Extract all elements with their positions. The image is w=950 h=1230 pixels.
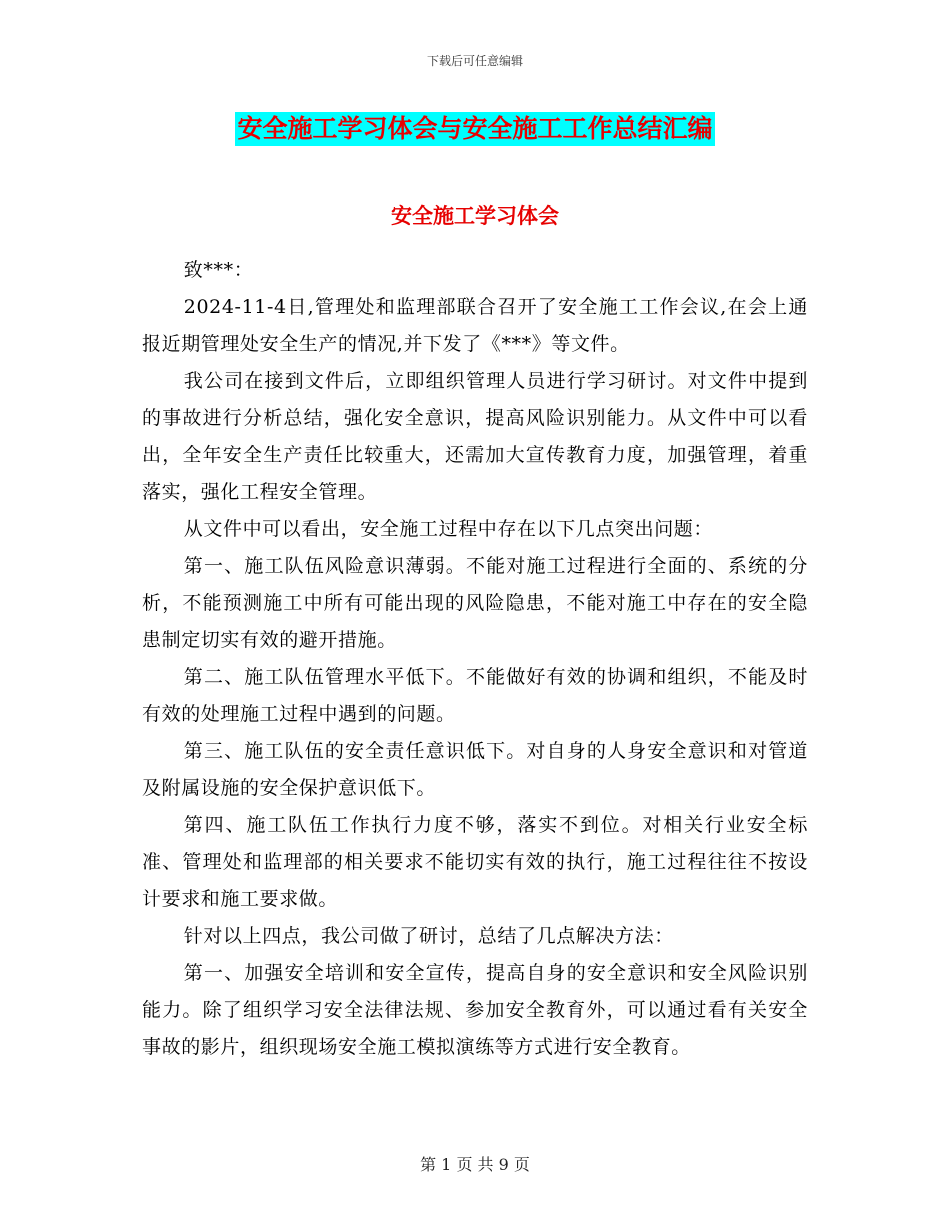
page-header-note: 下载后可任意编辑	[426, 54, 523, 68]
body-paragraph: 第二、施工队伍管理水平低下。不能做好有效的协调和组织，不能及时有效的处理施工过程中遇到的问题。	[142, 666, 808, 725]
body-paragraph: 第四、施工队伍工作执行力度不够，落实不到位。对相关行业安全标准、管理处和监理部的相关要求不能切实有效的执行，施工过程往往不按设计要求和施工要求做。	[142, 814, 808, 910]
document-body	[142, 252, 808, 1066]
salutation-paragraph: 致***：	[183, 259, 254, 281]
body-paragraph: 2024-11-4日,管理处和监理部联合召开了安全施工工作会议,在会上通报近期管理处安全生产的情况,并下发了《***》等文件。	[142, 296, 808, 355]
body-paragraph: 针对以上四点，我公司做了研讨，总结了几点解决方法：	[183, 925, 674, 947]
page-footer-number: 第 1 页 共 9 页	[420, 1155, 530, 1174]
section-title: 安全施工学习体会	[391, 204, 559, 228]
main-title: 安全施工学习体会与安全施工工作总结汇编	[235, 112, 714, 146]
main-title-container	[0, 112, 950, 146]
body-paragraph: 从文件中可以看出，安全施工过程中存在以下几点突出问题：	[183, 518, 713, 540]
body-paragraph: 我公司在接到文件后，立即组织管理人员进行学习研讨。对文件中提到的事故进行分析总结，强化安全意识，提高风险识别能力。从文件中可以看出，全年安全生产责任比较重大，还需加大宣传教育力度，加强管理，着重落实，强化工程安全管理。	[142, 370, 808, 503]
body-paragraph: 第三、施工队伍的安全责任意识低下。对自身的人身安全意识和对管道及附属设施的安全保护意识低下。	[142, 740, 808, 799]
body-paragraph: 第一、施工队伍风险意识薄弱。不能对施工过程进行全面的、系统的分析，不能预测施工中所有可能出现的风险隐患，不能对施工中存在的安全隐患制定切实有效的避开措施。	[142, 555, 808, 651]
body-paragraph: 第一、加强安全培训和安全宣传，提高自身的安全意识和安全风险识别能力。除了组织学习安全法律法规、参加安全教育外，可以通过看有关安全事故的影片，组织现场安全施工模拟演练等方式进行安全教育。	[142, 962, 808, 1058]
